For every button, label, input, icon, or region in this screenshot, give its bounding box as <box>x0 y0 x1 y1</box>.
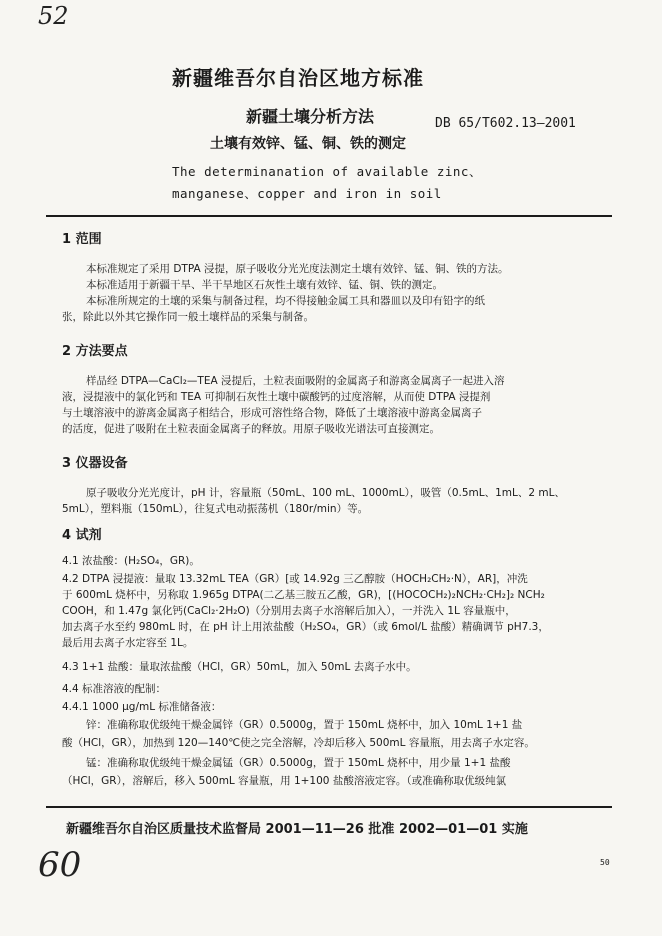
section-heading-reagents: 4 试剂 <box>62 528 102 543</box>
reagent-line: 4.2 DTPA 浸提液：量取 13.32mL TEA（GR）[或 14.92g 三乙醇胺（HOCH₂CH₂·N），AR]，冲洗 <box>62 573 528 585</box>
paragraph-line: 的活度，促进了吸附在土粒表面金属离子的释放。用原子吸收光谱法可直接测定。 <box>62 423 440 435</box>
reagent-line: 4.3 1+1 盐酸：量取浓盐酸（HCl，GR）50mL，加入 50mL 去离子水中。 <box>62 661 417 673</box>
paragraph-line: 本标准适用于新疆干旱、半干旱地区石灰性土壤有效锌、锰、铜、铁的测定。 <box>86 279 443 291</box>
reagent-line: 加去离子水至约 980mL 时，在 pH 计上用浓盐酸（H₂SO₄，GR）（或 6mol/L 盐酸）精确调节 pH7.3， <box>62 621 549 633</box>
reagent-line: 酸（HCl，GR），加热到 120—140℃使之完全溶解，冷却后移入 500mL 容量瓶，用去离子水定容。 <box>62 737 535 749</box>
standard-number: DB 65/T602.13—2001 <box>435 116 576 131</box>
section-heading-scope: 1 范围 <box>62 232 102 247</box>
reagent-line: 4.4.1 1000 μg/mL 标准储备液： <box>62 701 222 713</box>
english-title-line-2: manganese、copper and iron in soil <box>172 186 442 201</box>
paragraph-line: 液，浸提液中的氯化钙和 TEA 可抑制石灰性土壤中碳酸钙的过度溶解，从而使 DTPA 浸提剂 <box>62 391 491 403</box>
reagent-line: （HCl，GR），溶解后，移入 500mL 容量瓶，用 1+100 盐酸溶液定容。（或准确称取优级纯氯 <box>62 775 507 787</box>
reagent-line: 4.4 标准溶液的配制： <box>62 683 167 695</box>
section-heading-method: 2 方法要点 <box>62 344 128 359</box>
handwritten-annotation-bottom: 60 <box>38 845 82 885</box>
paragraph-line: 样品经 DTPA—CaCl₂—TEA 浸提后，土粒表面吸附的金属离子和游离金属离子一起进入溶 <box>86 375 505 387</box>
reagent-line: 于 600mL 烧杯中，另称取 1.965g DTPA(二乙基三胺五乙酸，GR)，[(HOCOCH₂)₂NCH₂·CH₂]₂ NCH₂ <box>62 589 545 601</box>
paragraph-line: 张，除此以外其它操作同一般土壤样品的采集与制备。 <box>62 311 314 323</box>
standard-topic: 土壤有效锌、锰、铜、铁的测定 <box>210 136 406 152</box>
reagent-line: 4.1 浓盐酸：(H₂SO₄，GR)。 <box>62 555 200 567</box>
standard-title: 新疆维吾尔自治区地方标准 <box>172 66 424 90</box>
header-divider <box>46 215 612 217</box>
page-number: 50 <box>600 858 610 867</box>
reagent-line: 最后用去离子水定容至 1L。 <box>62 637 194 649</box>
paragraph-line: 本标准所规定的土壤的采集与制备过程，均不得接触金属工具和器皿以及印有铅字的纸 <box>86 295 485 307</box>
paragraph-line: 5mL），塑料瓶（150mL），往复式电动振荡机（180r/min）等。 <box>62 503 369 515</box>
reagent-line: COOH，和 1.47g 氯化钙(CaCl₂·2H₂O)（分别用去离子水溶解后加入），一并洗入 1L 容量瓶中， <box>62 605 516 617</box>
paragraph-line: 与土壤溶液中的游离金属离子相结合，形成可溶性络合物，降低了土壤溶液中游离金属离子 <box>62 407 482 419</box>
reagent-line: 锌：准确称取优级纯干燥金属锌（GR）0.5000g，置于 150mL 烧杯中，加入 10mL 1+1 盐 <box>86 719 523 731</box>
section-heading-equipment: 3 仪器设备 <box>62 456 128 471</box>
approval-footer: 新疆维吾尔自治区质量技术监督局 2001—11—26 批准 2002—01—01 实施 <box>66 822 528 837</box>
paragraph-line: 本标准规定了采用 DTPA 浸提，原子吸收分光光度法测定土壤有效锌、锰、铜、铁的方法。 <box>86 263 509 275</box>
paragraph-line: 原子吸收分光光度计，pH 计，容量瓶（50mL、100 mL、1000mL），吸管（0.5mL、1mL、2 mL、 <box>86 487 565 499</box>
footer-divider <box>46 806 612 808</box>
standard-subtitle: 新疆土壤分析方法 <box>246 107 375 126</box>
reagent-line: 锰：准确称取优级纯干燥金属锰（GR）0.5000g，置于 150mL 烧杯中，用少量 1+1 盐酸 <box>86 757 511 769</box>
handwritten-annotation-top: 52 <box>38 2 69 30</box>
english-title-line-1: The determinanation of available zinc、 <box>172 164 482 179</box>
